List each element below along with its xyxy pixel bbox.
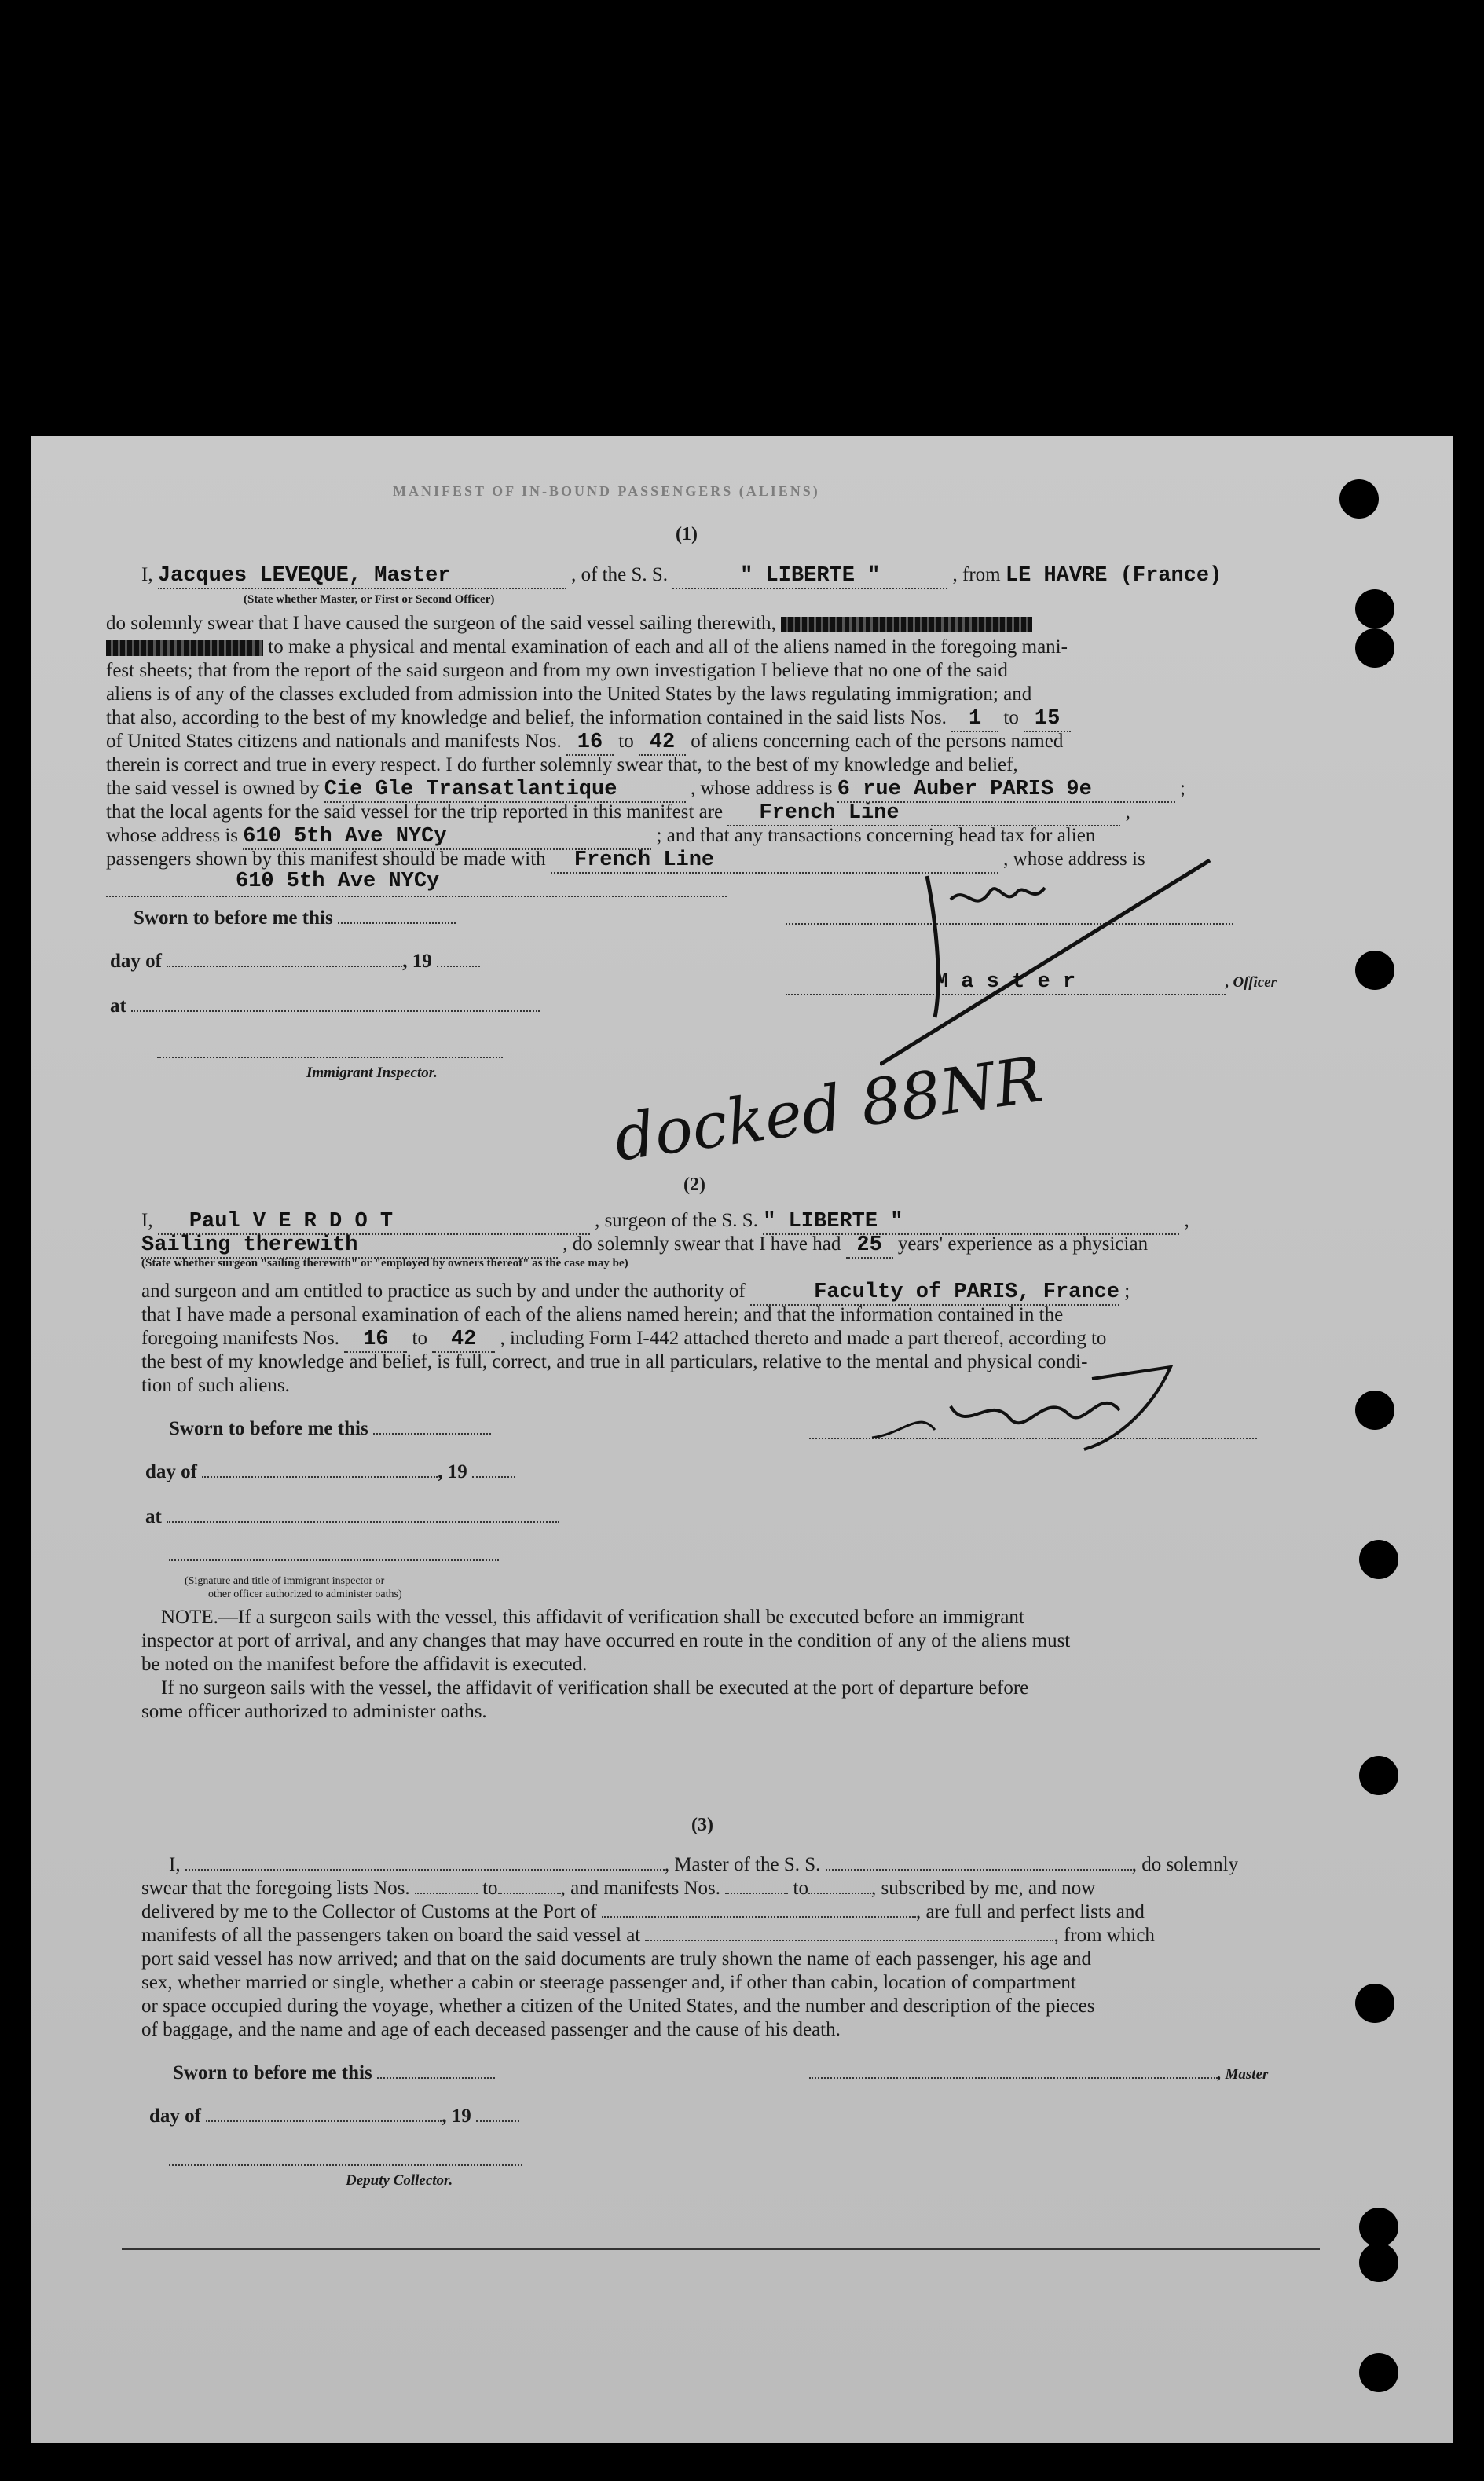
surgeon-manifests-to: 42: [432, 1328, 495, 1353]
master-signature: [880, 845, 1273, 1080]
master-state-note: (State whether Master, or First or Second Officer): [244, 593, 495, 606]
surgeon-oath-line: I, Paul V E R D O T , surgeon of the S. S. " LIBERTE " ,: [141, 1210, 1189, 1233]
inspector-signature-line: [169, 1559, 499, 1561]
day-of-line: day of , 19: [149, 2105, 519, 2127]
oath-text: the said vessel is owned by Cie Gle Transatlantique , whose address is 6 rue Auber PARIS 9e ;: [106, 778, 1185, 801]
handwritten-note: docked 88NR: [610, 1043, 1047, 1175]
local-agents: French Line: [727, 801, 1120, 826]
collector-oath-line: of baggage, and the name and age of each deceased passenger and the cause of his death.: [141, 2019, 841, 2040]
surgeon-text: tion of such aliens.: [141, 1375, 290, 1396]
practice-authority: Faculty of PARIS, France: [750, 1281, 1119, 1306]
surgeon-manifests-from: 16: [344, 1328, 407, 1353]
master-title: M a s t e r: [786, 970, 1226, 995]
sworn-line: Sworn to before me this: [169, 1418, 491, 1440]
punch-hole: [1359, 2353, 1398, 2392]
collector-oath-line: manifests of all the passengers taken on board the said vessel at , from which: [141, 1925, 1155, 1946]
port-blank: [602, 1916, 916, 1918]
master-label: , Master: [1218, 2066, 1269, 2083]
sworn-blank: [377, 2077, 495, 2079]
of-ss-label: , of the S. S.: [571, 564, 669, 585]
inspector-label: Immigrant Inspector.: [306, 1065, 438, 1081]
punch-hole: [1355, 1984, 1394, 2023]
oath-text: of United States citizens and nationals and manifests Nos. 16 to 42 of aliens concerning each of the persons named: [106, 731, 1064, 754]
officer-label: , Officer: [1226, 974, 1277, 991]
section-2-number: (2): [683, 1175, 705, 1195]
headtax-address: 610 5th Ave NYCy: [236, 870, 440, 893]
punch-hole: [1355, 628, 1394, 668]
punch-hole: [1359, 2243, 1398, 2282]
manifests-from-blank: [725, 1893, 788, 1894]
punch-hole: [1359, 1540, 1398, 1579]
i-label: I,: [141, 564, 153, 585]
punch-hole: [1355, 589, 1394, 628]
sworn-blank: [338, 922, 456, 924]
master-signature-blank: [809, 2077, 1218, 2079]
master-name: Jacques LEVEQUE, Master: [158, 564, 566, 589]
agents-address: 610 5th Ave NYCy: [243, 825, 651, 850]
collector-signature-line: [169, 2164, 522, 2166]
departure-port: LE HAVRE (France): [1005, 564, 1222, 588]
oath-text: to make a physical and mental examination of each and all of the aliens named in the foregoing mani-: [106, 636, 1068, 658]
collector-label: Deputy Collector.: [346, 2172, 453, 2189]
surgeon-ship: " LIBERTE ": [763, 1210, 1179, 1235]
note-text: NOTE.—If a surgeon sails with the vessel, this affidavit of verification shall be executed before an immigrant: [161, 1607, 1024, 1628]
signature-note: (Signature and title of immigrant inspector or: [185, 1575, 385, 1587]
surgeon-text: the best of my knowledge and belief, is full, correct, and true in all particulars, relative to the mental and physical condi-: [141, 1351, 1088, 1372]
collector-oath-line: I, , Master of the S. S. , do solemnly: [169, 1854, 1239, 1875]
surgeon-signature: [856, 1363, 1218, 1457]
signature-note: other officer authorized to administer oaths): [208, 1589, 402, 1600]
manifests-to-blank: [808, 1893, 871, 1894]
day-of-line: day of , 19: [145, 1461, 515, 1483]
faded-stamp: MANIFEST OF IN-BOUND PASSENGERS (ALIENS): [393, 483, 820, 499]
day-of-line: day of , 19: [110, 951, 480, 973]
surgeon-text: that I have made a personal examination of each of the aliens named herein; and that the information contained in the: [141, 1304, 1064, 1325]
collector-oath-line: sex, whether married or single, whether a cabin or steerage passenger and, if other than cabin, location of compartment: [141, 1972, 1076, 1993]
oath-text: do solemnly swear that I have caused the surgeon of the said vessel sailing therewith,: [106, 613, 1032, 635]
master-name-blank: [185, 1869, 665, 1871]
year-blank: [437, 966, 480, 967]
oath-text: fest sheets; that from the report of the said surgeon and from my own investigation I believe that no one of the said: [106, 660, 1008, 681]
surgeon-text: and surgeon and am entitled to practice as such by and under the authority of Faculty of PARIS, France ;: [141, 1281, 1130, 1304]
surgeon-state-note: (State whether surgeon "sailing therewith" or "employed by owners thereof" as the case may be): [141, 1257, 628, 1270]
surgeon-oath-line: Sailing therewith , do solemnly swear that I have had 25 years' experience as a physician: [141, 1233, 1149, 1257]
lists-to-blank: [498, 1893, 561, 1894]
from-label: , from: [952, 564, 1001, 585]
section-3-number: (3): [691, 1815, 713, 1835]
vessel-owner: Cie Gle Transatlantique: [324, 778, 686, 803]
at-blank: [167, 1521, 559, 1523]
master-oath-line: [141, 564, 1222, 589]
year-blank: [476, 2120, 519, 2122]
punch-hole: [1359, 1756, 1398, 1795]
lists-to: 15: [1024, 707, 1071, 732]
at-blank: [131, 1010, 540, 1012]
surgeon-text: foregoing manifests Nos. 16 to 42 , including Form I-442 attached thereto and made a part thereof, according to: [141, 1328, 1107, 1351]
struck-out-text: [781, 617, 1032, 632]
oath-text: aliens is of any of the classes excluded from admission into the United States by the laws regulating immigration; and: [106, 683, 1032, 705]
oath-text: that the local agents for the said vessel for the trip reported in this manifest are French Line ,: [106, 801, 1130, 825]
oath-text: therein is correct and true in every respect. I do further solemnly swear that, to the best of my knowledge and belief,: [106, 754, 1018, 775]
oath-text: that also, according to the best of my knowledge and belief, the information contained in the said lists Nos. 1 to 15: [106, 707, 1071, 732]
day-blank: [202, 1476, 438, 1478]
at-line: at: [110, 995, 540, 1017]
owner-address: 6 rue Auber PARIS 9e: [837, 778, 1175, 803]
surgeon-status: Sailing therewith: [141, 1233, 558, 1259]
sworn-line: Sworn to before me this: [134, 907, 456, 929]
lists-from: 1: [951, 707, 998, 732]
note-text: be noted on the manifest before the affidavit is executed.: [141, 1654, 588, 1675]
oath-text: whose address is 610 5th Ave NYCy ; and that any transactions concerning head tax for alien: [106, 825, 1096, 848]
punch-hole: [1355, 951, 1394, 990]
collector-oath-line: delivered by me to the Collector of Customs at the Port of , are full and perfect lists and: [141, 1901, 1145, 1922]
manifests-from: 16: [566, 731, 614, 756]
punch-hole: [1359, 2208, 1398, 2247]
at-line: at: [145, 1506, 559, 1528]
headtax-agent: French Line: [551, 848, 998, 874]
day-blank: [167, 966, 402, 967]
collector-oath-line: swear that the foregoing lists Nos. to , and manifests Nos. to , subscribed by me, and now: [141, 1878, 1096, 1899]
inspector-signature-line: [157, 1057, 503, 1058]
lists-from-blank: [415, 1893, 478, 1894]
note-label: NOTE.: [161, 1607, 218, 1628]
manifests-to: 42: [639, 731, 686, 756]
punch-hole: [1339, 479, 1379, 519]
surgeon-name: Paul V E R D O T: [158, 1210, 590, 1235]
day-blank: [206, 2120, 442, 2122]
ship-blank: [826, 1869, 1132, 1871]
struck-out-text: [106, 640, 263, 656]
sworn-blank: [373, 1433, 491, 1435]
bottom-rule: [122, 2248, 1320, 2250]
master-signature-line: [809, 2062, 1268, 2084]
note-text: If no surgeon sails with the vessel, the affidavit of verification shall be executed at the port of departure before: [161, 1677, 1029, 1699]
ship-name: " LIBERTE ": [672, 564, 947, 589]
year-blank: [472, 1476, 515, 1478]
oath-text: passengers shown by this manifest should be made with French Line , whose address is: [106, 848, 1145, 872]
note-text: some officer authorized to administer oaths.: [141, 1701, 487, 1722]
section-1-number: (1): [676, 524, 698, 544]
note-text: inspector at port of arrival, and any changes that may have occurred en route in the condition of any of the aliens must: [141, 1630, 1071, 1651]
punch-hole: [1355, 1391, 1394, 1430]
document-page: [31, 436, 1453, 2443]
vessel-port-blank: [645, 1940, 1053, 1941]
address-line: [106, 896, 727, 897]
collector-oath-line: port said vessel has now arrived; and that on the said documents are truly shown the name of each passenger, his age and: [141, 1948, 1092, 1970]
sworn-line: Sworn to before me this: [173, 2062, 495, 2084]
years-experience: 25: [846, 1233, 893, 1259]
collector-oath-line: or space occupied during the voyage, whether a citizen of the United States, and the number and description of the pieces: [141, 1995, 1095, 2017]
